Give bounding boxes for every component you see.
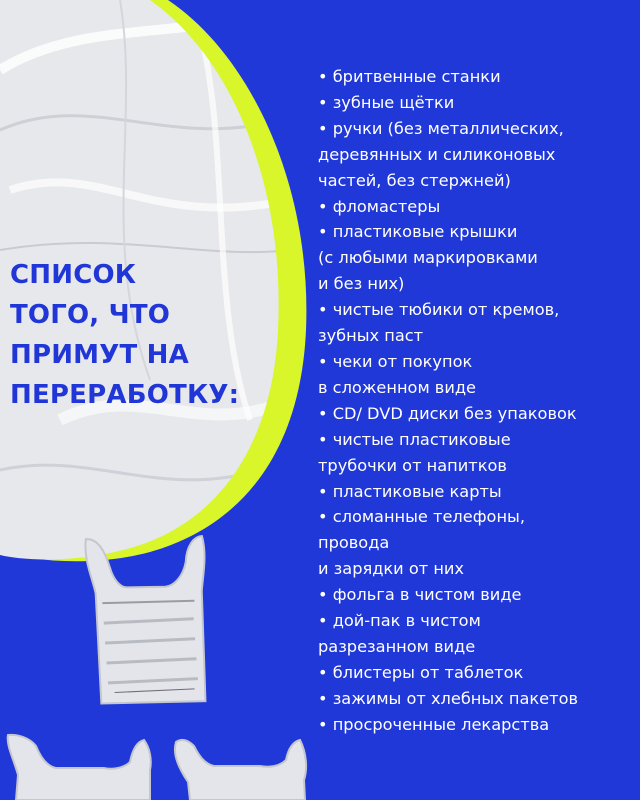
list-item [318, 90, 636, 116]
list-item [318, 219, 636, 297]
list-item [318, 660, 636, 686]
list-item-text: • блистеры от таблеток [318, 662, 524, 682]
list-item-text: • сломанные телефоны, [318, 507, 525, 527]
list-item-text: • ручки (без металлических, [318, 118, 564, 138]
title-line: ТОГО, ЧТО [10, 300, 171, 330]
list-item-text: частей, без стержней) [318, 170, 511, 190]
plastic-bag-3 [175, 740, 306, 800]
list-item-text: и без них) [318, 274, 405, 294]
title-line: ПРИМУТ НА [10, 340, 189, 370]
list-item [318, 297, 636, 349]
list-item-text: провода [318, 533, 390, 553]
list-item [318, 349, 636, 401]
plastic-bag-2 [8, 735, 151, 800]
title-line: ПЕРЕРАБОТКУ: [10, 380, 240, 410]
list-item-text: деревянных и силиконовых [318, 144, 556, 164]
list-item [318, 194, 636, 220]
list-item-text: • фольга в чистом виде [318, 585, 522, 605]
list-item [318, 686, 636, 712]
list-item-text: • чистые тюбики от кремов, [318, 300, 560, 320]
list-item-text: • CD/ DVD диски без упаковок [318, 403, 577, 423]
list-item-text: • просроченные лекарства [318, 714, 550, 734]
poster-title [10, 255, 310, 415]
list-item [318, 401, 636, 427]
list-item-text: • чеки от покупок [318, 351, 473, 371]
list-item-text: • пластиковые карты [318, 481, 502, 501]
list-item [318, 116, 636, 194]
list-item-text: и зарядки от них [318, 559, 465, 579]
list-item-text: (с любыми маркировками [318, 248, 538, 268]
list-item [318, 64, 636, 90]
list-item-text: • чистые пластиковые [318, 429, 511, 449]
list-item-text: разрезанном виде [318, 636, 476, 656]
list-item [318, 479, 636, 505]
list-item [318, 504, 636, 582]
list-item-text: • фломастеры [318, 196, 441, 216]
list-item-text: • зажимы от хлебных пакетов [318, 688, 579, 708]
list-item [318, 582, 636, 608]
plastic-bag-1 [85, 531, 215, 709]
list-item [318, 608, 636, 660]
list-item-text: • зубные щётки [318, 92, 455, 112]
recyclables-list [318, 64, 636, 738]
list-item-text: в сложенном виде [318, 377, 477, 397]
list-item-text: зубных паст [318, 326, 424, 346]
list-item-text: трубочки от напитков [318, 455, 507, 475]
list-item [318, 712, 636, 738]
list-item [318, 427, 636, 479]
title-line: СПИСОК [10, 260, 137, 290]
list-item-text: • пластиковые крышки [318, 222, 518, 242]
list-item-text: • бритвенные станки [318, 67, 501, 86]
list-item-text: • дой-пак в чистом [318, 611, 481, 631]
